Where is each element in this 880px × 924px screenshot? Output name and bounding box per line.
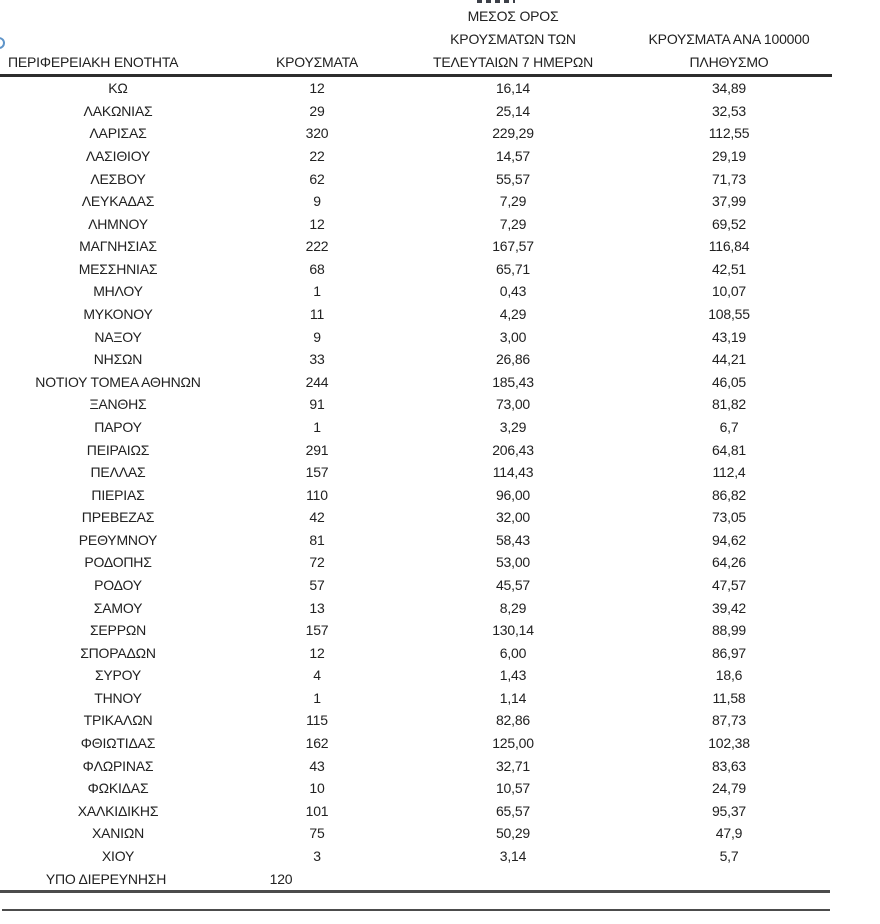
region-cell: ΠΑΡΟΥ (94, 418, 142, 435)
avg7-cell: 229,29 (492, 125, 534, 142)
table-row (0, 529, 830, 552)
region-cell: ΠΙΕΡΙΑΣ (91, 486, 145, 503)
table-row (0, 167, 830, 190)
cases-cell: 91 (309, 396, 325, 413)
cases-cell: 157 (305, 464, 329, 481)
region-cell: ΝΑΞΟΥ (94, 328, 142, 345)
avg7-cell: 3,00 (499, 328, 527, 345)
table-row (0, 348, 830, 371)
cases-cell: 42 (309, 509, 325, 526)
per100k-cell: 87,73 (711, 712, 747, 729)
cases-cell: 72 (309, 554, 325, 571)
cases-cell: 68 (309, 260, 325, 277)
table-row (0, 754, 830, 777)
header-per100k-line1: ΚΡΟΥΣΜΑΤΑ ΑΝΑ 100000 (648, 31, 810, 47)
per100k-cell: 81,82 (711, 396, 747, 413)
avg7-cell: 167,57 (492, 238, 534, 255)
avg7-cell: 1,43 (499, 667, 527, 684)
header-region (0, 51, 236, 74)
avg7-cell: 25,14 (495, 102, 531, 119)
cases-cell: 3 (313, 847, 321, 864)
per100k-cell: 42,51 (711, 260, 747, 277)
table-body (0, 77, 830, 890)
region-cell: ΣΕΡΡΩΝ (89, 622, 147, 639)
per100k-cell: 69,52 (711, 215, 747, 232)
avg7-cell: 32,71 (495, 757, 531, 774)
header-cases (236, 51, 398, 74)
avg7-cell: 114,43 (492, 464, 534, 481)
per100k-cell: 44,21 (711, 351, 747, 368)
header-cases-label: ΚΡΟΥΣΜΑΤΑ (275, 54, 359, 70)
avg7-cell: 32,00 (495, 509, 531, 526)
per100k-cell: 73,05 (711, 509, 747, 526)
header-per100k-line2: ΠΛΗΘΥΣΜΟ (689, 54, 769, 70)
per100k-cell: 86,97 (711, 644, 747, 661)
per100k-cell: 64,26 (711, 554, 747, 571)
region-cell: ΜΗΛΟΥ (93, 283, 143, 300)
avg7-cell: 45,57 (495, 577, 531, 593)
cases-cell: 62 (309, 170, 325, 187)
table-row (0, 777, 830, 800)
per100k-cell: 37,99 (711, 193, 747, 210)
per100k-cell: 5,7 (719, 847, 739, 864)
cases-cell: 101 (305, 802, 329, 819)
region-cell: ΣΥΡΟΥ (94, 667, 142, 684)
per100k-cell: 47,9 (715, 825, 743, 842)
region-cell: ΛΑΡΙΣΑΣ (89, 125, 147, 142)
table-row (0, 145, 830, 168)
header-avg7-line3: ΤΕΛΕΥΤΑΙΩΝ 7 ΗΜΕΡΩΝ (432, 54, 594, 70)
region-cell: ΠΕΛΛΑΣ (90, 464, 146, 481)
table-row (0, 867, 830, 890)
table-row (0, 371, 830, 394)
cases-cell: 75 (309, 825, 325, 842)
table-bottom-rule (0, 890, 830, 893)
region-cell: ΛΕΣΒΟΥ (90, 170, 146, 187)
avg7-cell: 82,86 (495, 712, 531, 729)
region-cell: ΦΛΩΡΙΝΑΣ (82, 757, 154, 774)
avg7-cell: 3,14 (499, 847, 527, 864)
table-row (0, 845, 830, 868)
cases-cell: 4 (313, 667, 321, 684)
per100k-cell: 43,19 (711, 328, 747, 345)
table-row (0, 190, 830, 213)
cases-cell: 120 (269, 870, 293, 887)
avg7-cell: 206,43 (492, 441, 534, 458)
region-cell: ΠΡΕΒΕΖΑΣ (81, 509, 155, 526)
per100k-cell: 47,57 (711, 577, 747, 593)
table-row (0, 483, 830, 506)
region-cell: ΜΑΓΝΗΣΙΑΣ (79, 238, 157, 255)
table-row (0, 461, 830, 484)
header-per100k (628, 28, 830, 74)
table-row (0, 438, 830, 461)
table-row (0, 303, 830, 326)
cases-cell: 157 (305, 622, 329, 639)
table-row (0, 325, 830, 348)
avg7-cell: 130,14 (492, 622, 534, 639)
avg7-cell: 16,14 (495, 80, 531, 97)
per100k-cell: 24,79 (711, 780, 747, 797)
avg7-cell: 8,29 (499, 599, 527, 616)
avg7-cell: 4,29 (499, 306, 527, 323)
cases-cell: 33 (309, 351, 325, 368)
per100k-cell: 95,37 (711, 802, 747, 819)
header-avg7 (398, 5, 628, 74)
region-cell: ΡΟΔΟΠΗΣ (84, 554, 152, 571)
cases-cell: 13 (309, 599, 325, 616)
region-cell: ΧΑΛΚΙΔΙΚΗΣ (77, 802, 159, 819)
per100k-cell: 83,63 (711, 757, 747, 774)
table-row (0, 619, 830, 642)
table-row (0, 732, 830, 755)
page-bottom-rule (2, 909, 830, 911)
table-row (0, 822, 830, 845)
avg7-cell: 0,43 (499, 283, 527, 300)
avg7-cell: 58,43 (495, 531, 531, 548)
per100k-cell: 88,99 (711, 622, 747, 639)
region-cell: ΝΟΤΙΟΥ ΤΟΜΕΑ ΑΘΗΝΩΝ (35, 373, 201, 390)
table-row (0, 235, 830, 258)
per100k-cell: 112,4 (712, 464, 746, 481)
avg7-cell: 6,00 (499, 644, 527, 661)
table-row (0, 416, 830, 439)
cases-cell: 9 (313, 328, 321, 345)
region-cell: ΜΕΣΣΗΝΙΑΣ (78, 260, 158, 277)
avg7-cell: 10,57 (495, 780, 531, 797)
cases-cell: 43 (309, 757, 325, 774)
avg7-cell: 65,71 (495, 260, 531, 277)
cases-cell: 162 (305, 735, 329, 752)
avg7-cell: 26,86 (495, 351, 531, 368)
region-cell: ΤΡΙΚΑΛΩΝ (83, 712, 153, 729)
per100k-cell: 18,6 (715, 667, 743, 684)
table-row (0, 506, 830, 529)
avg7-cell: 65,57 (495, 802, 531, 819)
avg7-cell: 7,29 (499, 193, 527, 210)
avg7-cell: 7,29 (499, 215, 527, 232)
table-row (0, 393, 830, 416)
region-cell: ΣΑΜΟΥ (93, 599, 143, 616)
cases-cell: 244 (305, 373, 329, 390)
per100k-cell: 71,73 (711, 170, 747, 187)
cases-cell: 81 (309, 531, 325, 548)
avg7-cell: 50,29 (495, 825, 531, 842)
cases-cell: 12 (309, 215, 325, 232)
avg7-cell: 3,29 (499, 418, 527, 435)
cases-cell: 29 (309, 102, 325, 119)
cases-cell: 11 (309, 306, 325, 323)
table-row (0, 100, 830, 123)
region-cell: ΠΕΙΡΑΙΩΣ (86, 441, 150, 458)
per100k-cell: 64,81 (711, 441, 747, 458)
per100k-cell: 34,89 (711, 80, 747, 97)
cases-cell: 222 (305, 238, 329, 255)
region-cell: ΛΗΜΝΟΥ (88, 215, 148, 232)
cases-cell: 1 (313, 689, 321, 706)
region-cell: ΡΕΘΥΜΝΟΥ (78, 531, 158, 548)
avg7-cell: 96,00 (495, 486, 531, 503)
table-row (0, 596, 830, 619)
per100k-cell: 39,42 (711, 599, 747, 616)
table-header-row (0, 0, 832, 77)
cases-cell: 22 (309, 148, 325, 165)
table-row (0, 800, 830, 823)
per100k-cell: 116,84 (708, 238, 750, 255)
per100k-cell: 112,55 (708, 125, 750, 142)
table-row (0, 687, 830, 710)
table-row (0, 664, 830, 687)
per100k-cell: 102,38 (708, 735, 750, 752)
region-cell: ΡΟΔΟΥ (94, 577, 142, 593)
region-cell: ΛΑΚΩΝΙΑΣ (83, 102, 153, 119)
table-row (0, 709, 830, 732)
region-cell: ΝΗΣΩΝ (93, 351, 143, 368)
avg7-cell: 53,00 (495, 554, 531, 571)
per100k-cell: 46,05 (711, 373, 747, 390)
region-cell: ΤΗΝΟΥ (94, 689, 142, 706)
table-row (0, 258, 830, 281)
table-row (0, 280, 830, 303)
cases-cell: 1 (313, 418, 321, 435)
cases-cell: 115 (306, 712, 328, 729)
region-cell: ΛΑΣΙΘΙΟΥ (85, 148, 151, 165)
avg7-cell: 14,57 (495, 148, 531, 165)
header-avg7-line2: ΚΡΟΥΣΜΑΤΩΝ ΤΩΝ (450, 31, 576, 47)
table-row (0, 574, 830, 597)
region-cell: ΞΑΝΘΗΣ (89, 396, 147, 413)
region-cell: ΦΘΙΩΤΙΔΑΣ (80, 735, 156, 752)
cases-cell: 110 (306, 486, 328, 503)
cases-cell: 291 (305, 441, 329, 458)
table-row (0, 122, 830, 145)
cases-cell: 320 (305, 125, 329, 142)
region-cell: ΣΠΟΡΑΔΩΝ (80, 644, 156, 661)
avg7-cell: 1,14 (499, 689, 527, 706)
table-row (0, 77, 830, 100)
per100k-cell: 11,58 (712, 689, 746, 706)
region-cell: ΧΑΝΙΩΝ (91, 825, 145, 842)
region-cell: ΦΩΚΙΔΑΣ (87, 780, 149, 797)
avg7-cell: 125,00 (492, 735, 534, 752)
cases-cell: 12 (309, 80, 325, 97)
region-cell: ΚΩ (108, 80, 128, 97)
region-cell: ΥΠΟ ΔΙΕΡΕΥΝΗΣΗ (45, 870, 167, 887)
cases-cell: 57 (309, 577, 325, 593)
cases-cell: 12 (309, 644, 325, 661)
cases-cell: 10 (309, 780, 325, 797)
cases-cell: 1 (313, 283, 321, 300)
header-region-label: ΠΕΡΙΦΕΡΕΙΑΚΗ ΕΝΟΤΗΤΑ (8, 54, 179, 70)
header-avg7-line1: ΜΕΣΟΣ ΟΡΟΣ (467, 8, 559, 24)
per100k-cell: 94,62 (711, 531, 747, 548)
table-row (0, 641, 830, 664)
avg7-cell: 73,00 (495, 396, 531, 413)
region-cell: ΧΙΟΥ (101, 847, 135, 864)
per100k-cell: 86,82 (711, 486, 747, 503)
region-cell: ΜΥΚΟΝΟΥ (83, 306, 153, 323)
cases-cell: 9 (313, 193, 321, 210)
table-row (0, 551, 830, 574)
table-row (0, 212, 830, 235)
region-cell: ΛΕΥΚΑΔΑΣ (81, 193, 155, 210)
per100k-cell: 108,55 (708, 306, 750, 323)
per100k-cell: 29,19 (711, 148, 747, 165)
avg7-cell: 55,57 (495, 170, 531, 187)
per100k-cell: 32,53 (711, 102, 747, 119)
avg7-cell: 185,43 (492, 373, 534, 390)
per100k-cell: 10,07 (711, 283, 747, 300)
per100k-cell: 6,7 (719, 418, 739, 435)
